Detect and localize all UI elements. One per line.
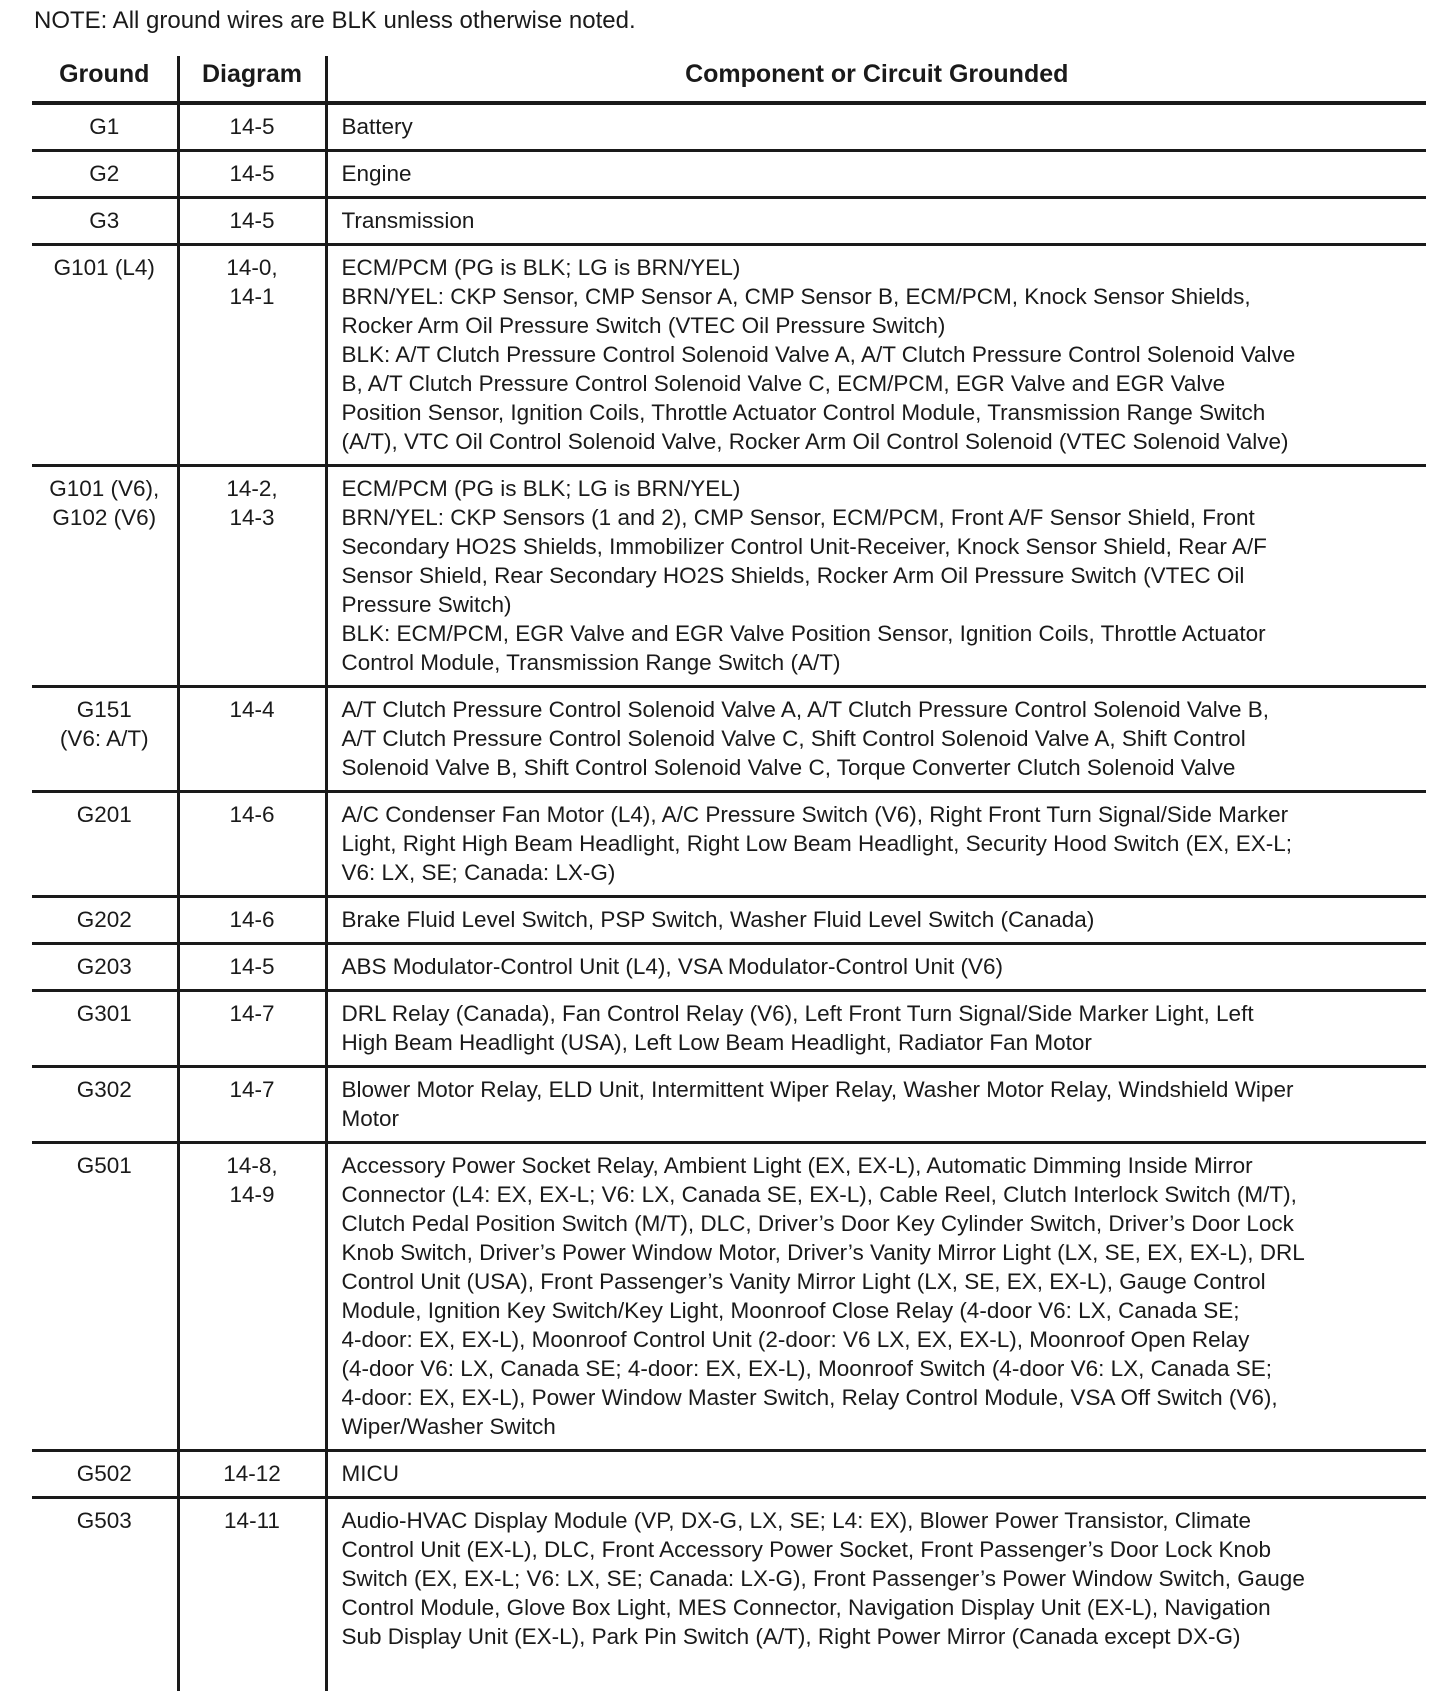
component-cell-line: Position Sensor, Ignition Coils, Throttle Actuator Control Module, Transmission Range Switch [342, 398, 1423, 427]
component-cell [326, 1498, 1426, 1691]
component-cell-line: A/T Clutch Pressure Control Solenoid Valve A, A/T Clutch Pressure Control Solenoid Valve B, [342, 695, 1423, 724]
component-cell-line: Secondary HO2S Shields, Immobilizer Control Unit-Receiver, Knock Sensor Shield, Rear A/F [342, 532, 1423, 561]
diagram-cell-line: 14-11 [180, 1506, 325, 1535]
component-cell-line: ABS Modulator-Control Unit (L4), VSA Modulator-Control Unit (V6) [342, 952, 1423, 981]
diagram-cell-line: 14-7 [180, 999, 325, 1028]
component-cell-line: DRL Relay (Canada), Fan Control Relay (V6), Left Front Turn Signal/Side Marker Light, Left [342, 999, 1423, 1028]
component-cell [326, 1143, 1426, 1451]
ground-cell [32, 944, 178, 991]
component-cell-line: (4-door V6: LX, Canada SE; 4-door: EX, EX-L), Moonroof Switch (4-door V6: LX, Canada SE; [342, 1354, 1423, 1383]
ground-cell [32, 792, 178, 897]
diagram-cell-line: 14-3 [180, 503, 325, 532]
ground-cell-line: G1 [32, 112, 177, 141]
component-cell-line: ECM/PCM (PG is BLK; LG is BRN/YEL) [342, 474, 1423, 503]
header-diagram: Diagram [178, 56, 326, 103]
diagram-cell [178, 198, 326, 245]
diagram-cell [178, 466, 326, 687]
component-cell-line: Wiper/Washer Switch [342, 1412, 1423, 1441]
component-cell [326, 245, 1426, 466]
component-cell-line: Accessory Power Socket Relay, Ambient Light (EX, EX-L), Automatic Dimming Inside Mirror [342, 1151, 1423, 1180]
ground-cell [32, 466, 178, 687]
ground-cell-line: G102 (V6) [32, 503, 177, 532]
ground-table [32, 56, 1426, 1691]
component-cell-line: BLK: ECM/PCM, EGR Valve and EGR Valve Position Sensor, Ignition Coils, Throttle Actuator [342, 619, 1423, 648]
component-cell-line: Control Unit (USA), Front Passenger’s Vanity Mirror Light (LX, SE, EX, EX-L), Gauge Control [342, 1267, 1423, 1296]
diagram-cell [178, 792, 326, 897]
component-cell-line: MICU [342, 1459, 1423, 1488]
component-cell-line: Control Unit (EX-L), DLC, Front Accessory Power Socket, Front Passenger’s Door Lock Knob [342, 1535, 1423, 1564]
component-cell [326, 687, 1426, 792]
component-cell-line: Pressure Switch) [342, 590, 1423, 619]
component-cell [326, 198, 1426, 245]
ground-cell-line: G503 [32, 1506, 177, 1535]
component-cell-line: Control Module, Transmission Range Switch (A/T) [342, 648, 1423, 677]
component-cell-line: BRN/YEL: CKP Sensor, CMP Sensor A, CMP Sensor B, ECM/PCM, Knock Sensor Shields, [342, 282, 1423, 311]
component-cell [326, 897, 1426, 944]
ground-cell-line: G101 (L4) [32, 253, 177, 282]
component-cell-line: Control Module, Glove Box Light, MES Connector, Navigation Display Unit (EX-L), Navigation [342, 1593, 1423, 1622]
diagram-cell [178, 1498, 326, 1691]
ground-cell-line: G502 [32, 1459, 177, 1488]
ground-cell [32, 897, 178, 944]
component-cell-line: B, A/T Clutch Pressure Control Solenoid Valve C, ECM/PCM, EGR Valve and EGR Valve [342, 369, 1423, 398]
component-cell-line: Sensor Shield, Rear Secondary HO2S Shields, Rocker Arm Oil Pressure Switch (VTEC Oil [342, 561, 1423, 590]
component-cell-line: Knob Switch, Driver’s Power Window Motor, Driver’s Vanity Mirror Light (LX, SE, EX, EX-L), DRL [342, 1238, 1423, 1267]
table-row [32, 151, 1426, 198]
diagram-cell [178, 1143, 326, 1451]
table-row [32, 944, 1426, 991]
ground-cell-line: (V6: A/T) [32, 724, 177, 753]
component-cell-line: Sub Display Unit (EX-L), Park Pin Switch (A/T), Right Power Mirror (Canada except DX-G) [342, 1622, 1423, 1651]
component-cell-line: 4-door: EX, EX-L), Power Window Master Switch, Relay Control Module, VSA Off Switch (V6), [342, 1383, 1423, 1412]
diagram-cell [178, 1067, 326, 1143]
diagram-cell-line: 14-5 [180, 206, 325, 235]
ground-cell [32, 103, 178, 151]
note-text: NOTE: All ground wires are BLK unless otherwise noted. [34, 6, 636, 36]
table-row [32, 198, 1426, 245]
component-cell-line: (A/T), VTC Oil Control Solenoid Valve, Rocker Arm Oil Control Solenoid (VTEC Solenoid Valve) [342, 427, 1423, 456]
diagram-cell-line: 14-4 [180, 695, 325, 724]
component-cell-line: A/C Condenser Fan Motor (L4), A/C Pressure Switch (V6), Right Front Turn Signal/Side Marker [342, 800, 1423, 829]
diagram-cell [178, 1451, 326, 1498]
component-cell-line: Solenoid Valve B, Shift Control Solenoid Valve C, Torque Converter Clutch Solenoid Valve [342, 753, 1423, 782]
table-row [32, 1498, 1426, 1691]
component-cell-line: Blower Motor Relay, ELD Unit, Intermittent Wiper Relay, Washer Motor Relay, Windshield Wiper [342, 1075, 1423, 1104]
ground-cell [32, 1143, 178, 1451]
component-cell-line: A/T Clutch Pressure Control Solenoid Valve C, Shift Control Solenoid Valve A, Shift Control [342, 724, 1423, 753]
diagram-cell-line: 14-5 [180, 112, 325, 141]
component-cell-line: Motor [342, 1104, 1423, 1133]
diagram-cell [178, 687, 326, 792]
component-cell-line: Engine [342, 159, 1423, 188]
ground-cell-line: G302 [32, 1075, 177, 1104]
header-ground: Ground [32, 56, 178, 103]
diagram-cell-line: 14-6 [180, 800, 325, 829]
ground-cell [32, 1498, 178, 1691]
diagram-cell [178, 897, 326, 944]
component-cell-line: Transmission [342, 206, 1423, 235]
table-row [32, 1451, 1426, 1498]
component-cell [326, 944, 1426, 991]
component-cell [326, 1451, 1426, 1498]
table-row [32, 897, 1426, 944]
table-row [32, 1067, 1426, 1143]
table-row [32, 792, 1426, 897]
diagram-cell-line: 14-12 [180, 1459, 325, 1488]
diagram-cell-line: 14-1 [180, 282, 325, 311]
component-cell [326, 103, 1426, 151]
diagram-cell [178, 151, 326, 198]
diagram-cell-line: 14-6 [180, 905, 325, 934]
component-cell-line: Rocker Arm Oil Pressure Switch (VTEC Oil Pressure Switch) [342, 311, 1423, 340]
diagram-cell-line: 14-0, [180, 253, 325, 282]
ground-cell [32, 687, 178, 792]
diagram-cell-line: 14-9 [180, 1180, 325, 1209]
component-cell [326, 151, 1426, 198]
table-row [32, 1143, 1426, 1451]
table-row [32, 245, 1426, 466]
component-cell [326, 1067, 1426, 1143]
component-cell-line: ECM/PCM (PG is BLK; LG is BRN/YEL) [342, 253, 1423, 282]
component-cell-line: Battery [342, 112, 1423, 141]
component-cell-line: Module, Ignition Key Switch/Key Light, Moonroof Close Relay (4-door V6: LX, Canada SE; [342, 1296, 1423, 1325]
component-cell-line: Light, Right High Beam Headlight, Right Low Beam Headlight, Security Hood Switch (EX, EX-L; [342, 829, 1423, 858]
component-cell-line: Connector (L4: EX, EX-L; V6: LX, Canada SE, EX-L), Cable Reel, Clutch Interlock Switch (M/T), [342, 1180, 1423, 1209]
ground-cell-line: G151 [32, 695, 177, 724]
diagram-cell-line: 14-5 [180, 159, 325, 188]
component-cell-line: 4-door: EX, EX-L), Moonroof Control Unit (2-door: V6 LX, EX, EX-L), Moonroof Open Relay [342, 1325, 1423, 1354]
ground-cell [32, 1067, 178, 1143]
diagram-cell-line: 14-7 [180, 1075, 325, 1104]
ground-cell-line: G203 [32, 952, 177, 981]
component-cell [326, 991, 1426, 1067]
ground-cell-line: G2 [32, 159, 177, 188]
table-row [32, 687, 1426, 792]
ground-cell [32, 151, 178, 198]
header-component: Component or Circuit Grounded [326, 56, 1426, 103]
diagram-cell-line: 14-2, [180, 474, 325, 503]
component-cell-line: High Beam Headlight (USA), Left Low Beam Headlight, Radiator Fan Motor [342, 1028, 1423, 1057]
ground-cell-line: G201 [32, 800, 177, 829]
diagram-cell [178, 245, 326, 466]
component-cell-line: V6: LX, SE; Canada: LX-G) [342, 858, 1423, 887]
component-cell-line: BRN/YEL: CKP Sensors (1 and 2), CMP Sensor, ECM/PCM, Front A/F Sensor Shield, Front [342, 503, 1423, 532]
diagram-cell-line: 14-5 [180, 952, 325, 981]
diagram-cell-line: 14-8, [180, 1151, 325, 1180]
component-cell [326, 466, 1426, 687]
component-cell-line: Clutch Pedal Position Switch (M/T), DLC, Driver’s Door Key Cylinder Switch, Driver’s Door Lock [342, 1209, 1423, 1238]
table-row [32, 991, 1426, 1067]
component-cell-line: Switch (EX, EX-L; V6: LX, SE; Canada: LX-G), Front Passenger’s Power Window Switch, Gauge [342, 1564, 1423, 1593]
header-row [32, 56, 1426, 103]
component-cell-line: Audio-HVAC Display Module (VP, DX-G, LX, SE; L4: EX), Blower Power Transistor, Climate [342, 1506, 1423, 1535]
diagram-cell [178, 103, 326, 151]
component-cell-line: Brake Fluid Level Switch, PSP Switch, Washer Fluid Level Switch (Canada) [342, 905, 1423, 934]
component-cell-line: BLK: A/T Clutch Pressure Control Solenoid Valve A, A/T Clutch Pressure Control Solenoid Valve [342, 340, 1423, 369]
diagram-cell [178, 944, 326, 991]
table-row [32, 103, 1426, 151]
ground-cell [32, 991, 178, 1067]
component-cell [326, 792, 1426, 897]
ground-cell-line: G3 [32, 206, 177, 235]
ground-cell-line: G101 (V6), [32, 474, 177, 503]
ground-cell [32, 245, 178, 466]
ground-cell-line: G202 [32, 905, 177, 934]
ground-cell [32, 1451, 178, 1498]
ground-cell-line: G301 [32, 999, 177, 1028]
ground-cell [32, 198, 178, 245]
table-row [32, 466, 1426, 687]
ground-cell-line: G501 [32, 1151, 177, 1180]
diagram-cell [178, 991, 326, 1067]
